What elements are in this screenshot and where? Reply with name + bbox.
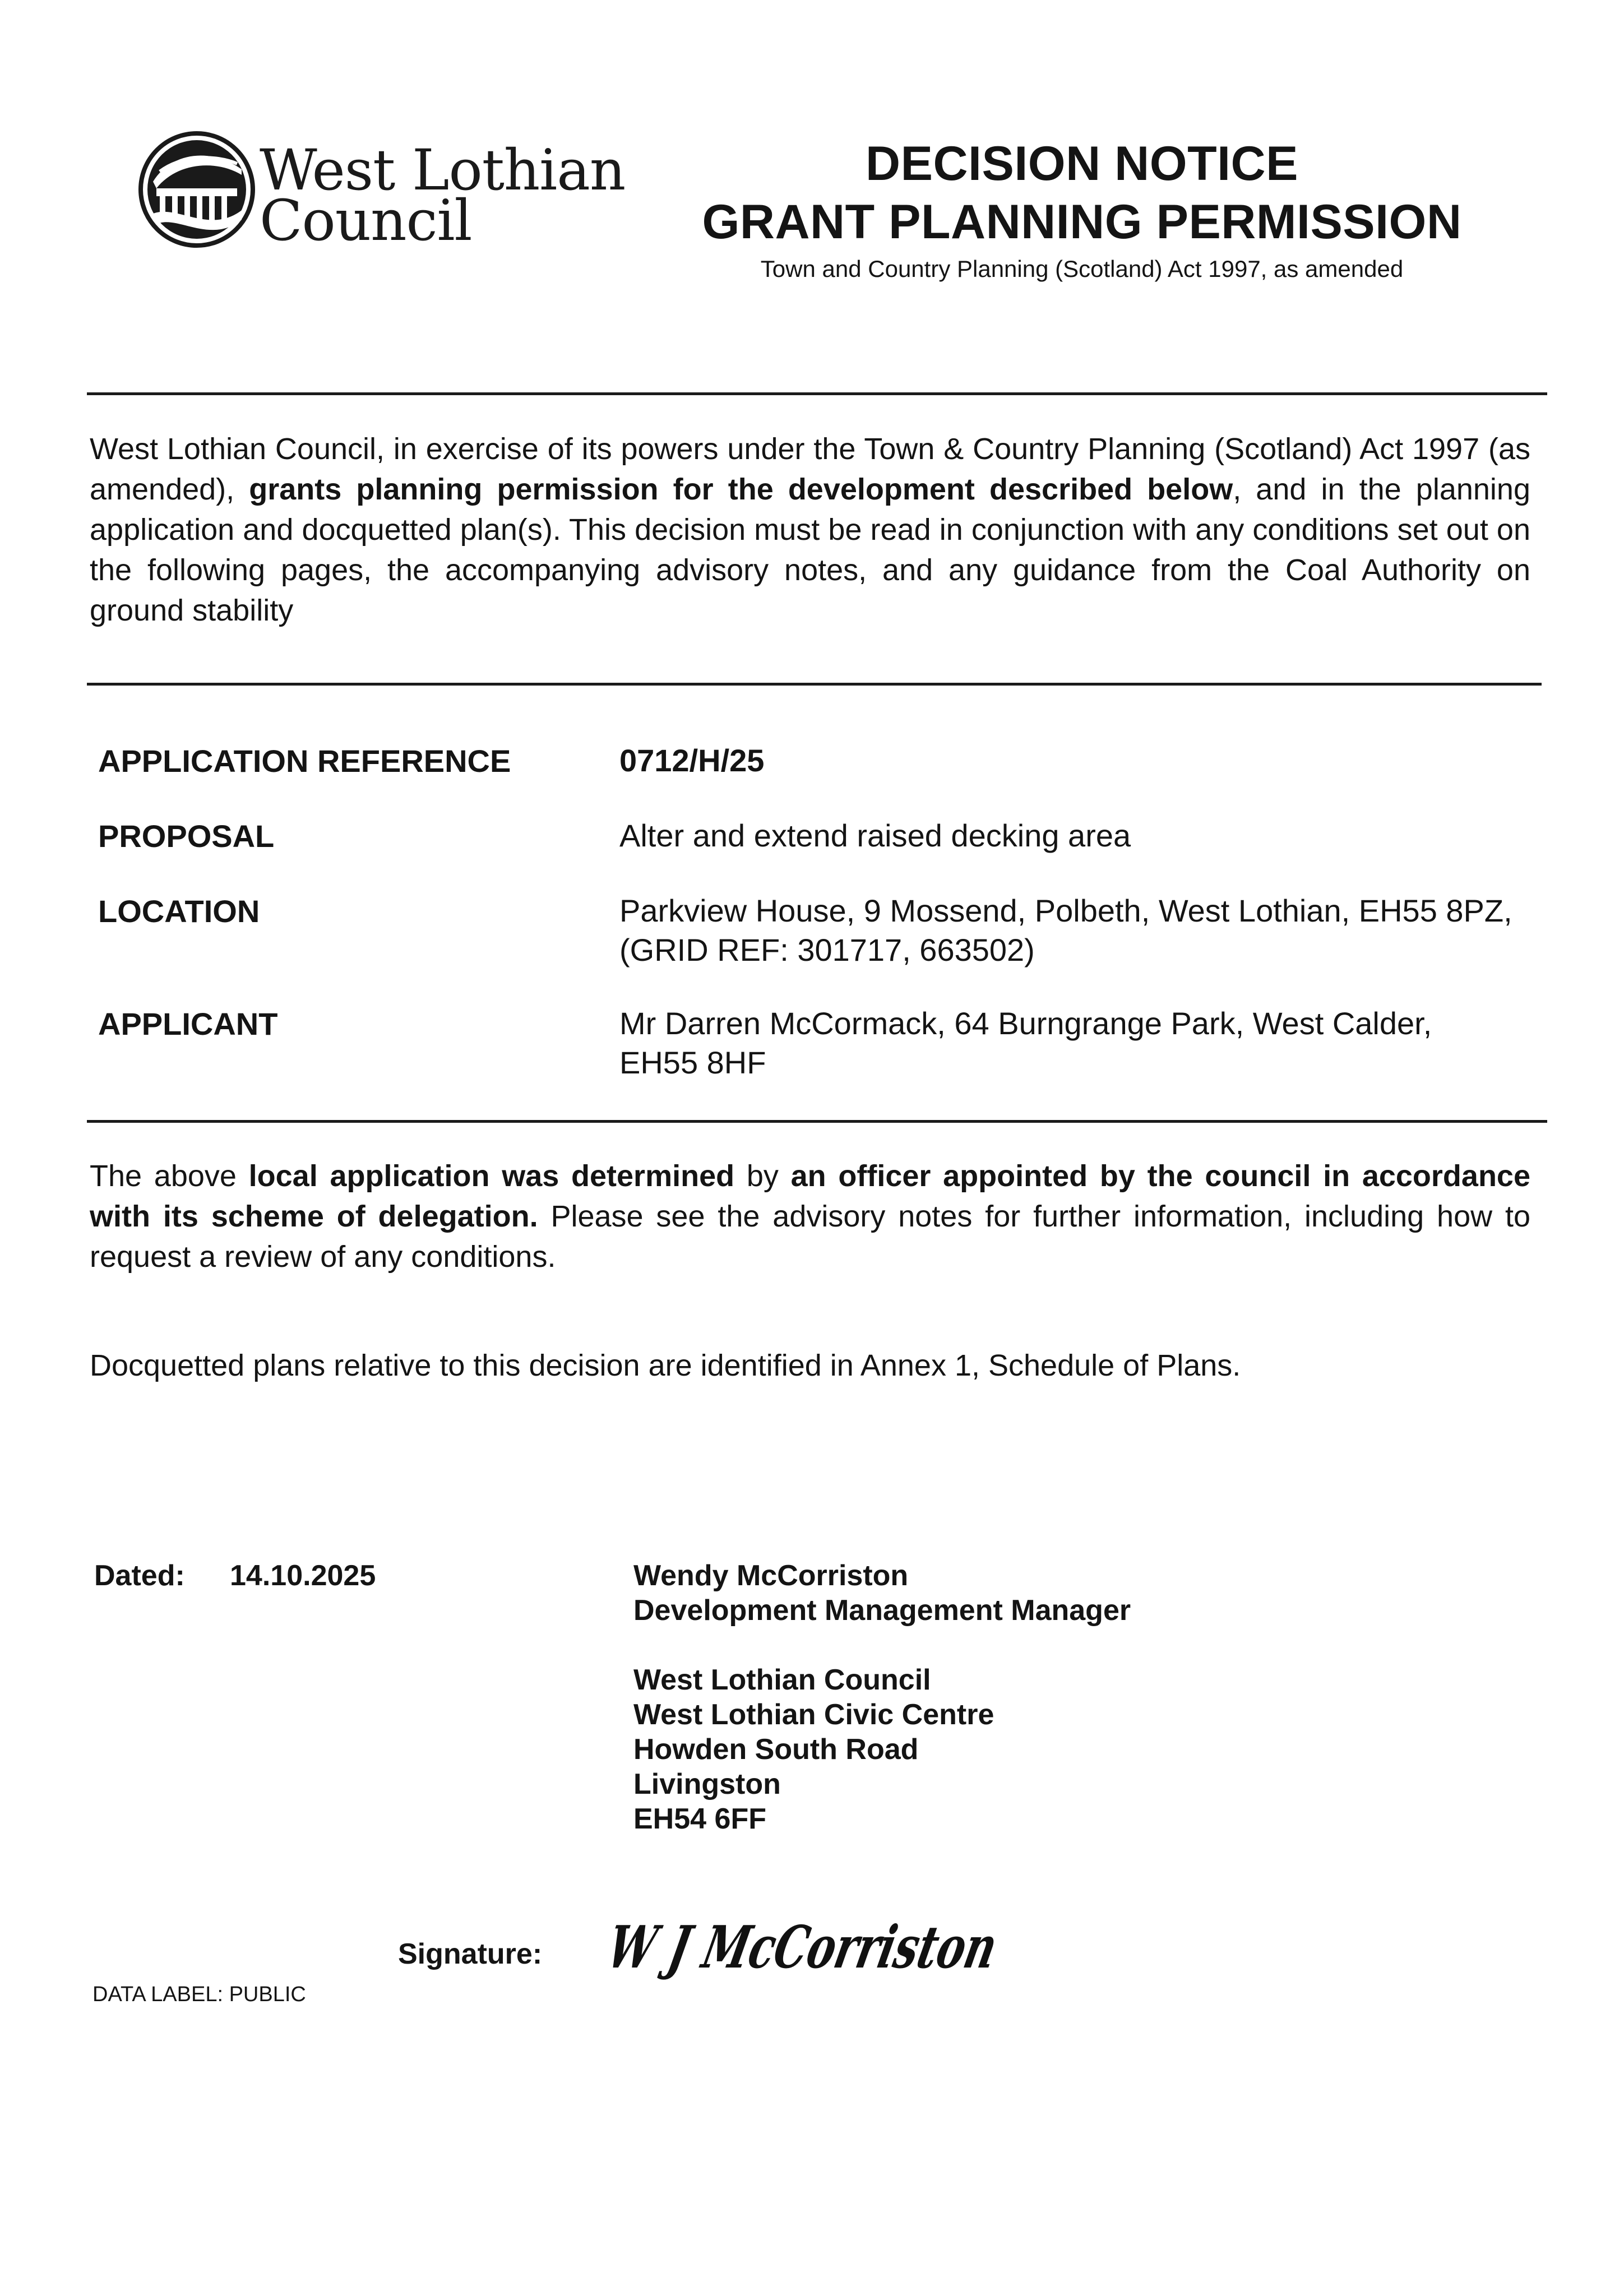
determination-text-2: by bbox=[734, 1159, 791, 1193]
determination-bold-1: local application was determined bbox=[248, 1159, 735, 1193]
council-crest-icon bbox=[137, 130, 256, 249]
applicant-label: APPLICANT bbox=[98, 1006, 278, 1041]
notice-title: DECISION NOTICE bbox=[865, 137, 1298, 191]
docquetted-plans-note: Docquetted plans relative to this decision are identified in Annex 1, Schedule of Plans. bbox=[90, 1349, 1241, 1382]
dated-value: 14.10.2025 bbox=[230, 1559, 376, 1592]
intro-text-1: West Lothian Council, in exercise of its powers under the Town & Country Planning (Scotland) Act 1997 (as amended), bbox=[90, 432, 1530, 506]
determination-paragraph bbox=[90, 1156, 1530, 1277]
intro-paragraph bbox=[90, 429, 1530, 631]
notice-decision: GRANT PLANNING PERMISSION bbox=[702, 195, 1462, 249]
determination-text-1: The above bbox=[90, 1159, 249, 1193]
determination-bold-2: an officer appointed by the council in accordance with its scheme of delegation. bbox=[90, 1159, 1530, 1233]
divider-after-intro bbox=[87, 683, 1542, 686]
dated-label: Dated: bbox=[94, 1559, 185, 1592]
address-line: EH54 6FF bbox=[633, 1803, 766, 1835]
reference-label: APPLICATION REFERENCE bbox=[98, 743, 511, 779]
location-label: LOCATION bbox=[98, 894, 260, 929]
data-classification-label: DATA LABEL: PUBLIC bbox=[92, 1983, 306, 2006]
divider-top bbox=[87, 392, 1547, 395]
proposal-label: PROPOSAL bbox=[98, 818, 275, 854]
council-logo bbox=[137, 130, 626, 253]
address-line: West Lothian Civic Centre bbox=[633, 1698, 994, 1731]
signatory-title: Development Management Manager bbox=[633, 1594, 1131, 1627]
applicant-line2: EH55 8HF bbox=[619, 1045, 766, 1080]
signatory-name: Wendy McCorriston bbox=[633, 1559, 909, 1592]
reference-value: 0712/H/25 bbox=[619, 743, 765, 778]
notice-subtitle: Town and Country Planning (Scotland) Act 1997, as amended bbox=[760, 256, 1404, 282]
notice-header bbox=[661, 135, 1502, 285]
intro-text-2: , and in the planning application and docquetted plan(s). This decision must be read in conjunction with any conditions set out on the following pages, the accompanying advisory notes, and any guidance from the Coal Authority on ground stability bbox=[90, 473, 1530, 627]
applicant-value bbox=[619, 1004, 1550, 1082]
svg-text:W J McCorriston: W J McCorriston bbox=[602, 1913, 1160, 1982]
determination-text-3: Please see the advisory notes for further information, including how to request a review of any conditions. bbox=[90, 1200, 1530, 1274]
location-value bbox=[619, 891, 1550, 970]
divider-after-details bbox=[87, 1120, 1547, 1123]
address-line: Howden South Road bbox=[633, 1733, 919, 1766]
logo-text-line1: West Lothian bbox=[260, 137, 626, 203]
signature-label: Signature: bbox=[398, 1938, 543, 1970]
address-line: Livingston bbox=[633, 1768, 781, 1800]
applicant-line1: Mr Darren McCormack, 64 Burngrange Park, West Calder, bbox=[619, 1006, 1432, 1041]
address-line: West Lothian Council bbox=[633, 1664, 931, 1696]
location-line2: (GRID REF: 301717, 663502) bbox=[619, 932, 1035, 968]
logo-text-line2: Council bbox=[260, 188, 472, 253]
location-line1: Parkview House, 9 Mossend, Polbeth, West Lothian, EH55 8PZ, bbox=[619, 893, 1512, 928]
proposal-value: Alter and extend raised decking area bbox=[619, 818, 1131, 853]
intro-bold: grants planning permission for the development described below bbox=[249, 473, 1233, 506]
handwritten-signature bbox=[602, 1911, 1160, 1990]
